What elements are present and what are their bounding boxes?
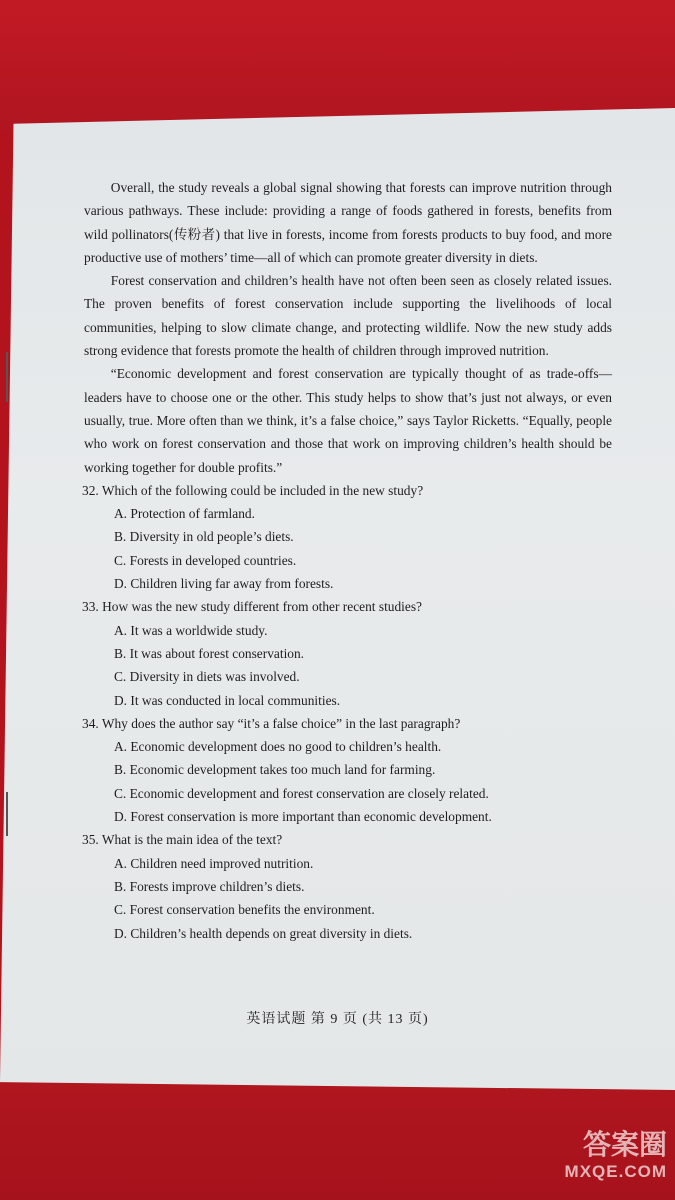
answer-option-b: B. Forests improve children’s diets.: [114, 878, 305, 894]
passage-paragraph: Overall, the study reveals a global signal showing that forests can improve nutrition through various pathways. These include: providing a range of foods gathered in forests, benefits from wild pollinators(传粉者) that live in forests, income from forests products to buy food, and more productive use of mothers’ time—all of which can promote greater diversity in diets.: [84, 180, 612, 265]
answer-option-c: C. Forest conservation benefits the environment.: [114, 902, 375, 918]
answer-option-d: D. Forest conservation is more important than economic development.: [114, 809, 492, 825]
answer-option-d: D. It was conducted in local communities.: [114, 692, 341, 708]
page-footer: 英语试题 第 9 页 (共 13 页): [246, 1012, 429, 1027]
question-35: [84, 828, 612, 944]
answer-option-c: C. Economic development and forest conservation are closely related.: [114, 785, 489, 801]
answer-option-b: B. It was about forest conservation.: [114, 645, 305, 661]
question-stem: 34. Why does the author say “it’s a false choice” in the last paragraph?: [82, 715, 461, 731]
passage-paragraph: “Economic development and forest conservation are typically thought of as trade-offs—leaders have to choose one or the other. This study helps to show that’s just not always, or even usually, true. More often than we think, it’s a false choice,” says Taylor Ricketts. “Equally, people who work on forest conservation and those that work on improving children’s health should be working together for double profits.”: [84, 366, 612, 475]
passage-paragraph: Forest conservation and children’s health have not often been seen as closely related issues. The proven benefits of forest conservation include supporting the livelihoods of local communities, helping to slow climate change, and protecting wildlife. Now the new study adds strong evidence that forests promote the health of children through improved nutrition.: [84, 273, 612, 359]
answer-option-d: D. Children living far away from forests.: [114, 576, 334, 592]
binding-mark: [6, 352, 8, 402]
question-stem: 33. How was the new study different from other recent studies?: [82, 599, 423, 615]
question-32: [84, 479, 612, 595]
binding-mark: [6, 792, 8, 836]
question-33: [84, 595, 612, 711]
answer-option-c: C. Diversity in diets was involved.: [114, 669, 300, 685]
answer-option-c: C. Forests in developed countries.: [114, 552, 297, 568]
answer-option-a: A. Protection of farmland.: [114, 506, 255, 522]
watermark-url: MXQE.COM: [564, 1162, 667, 1181]
answer-option-b: B. Diversity in old people’s diets.: [114, 529, 294, 545]
answer-option-b: B. Economic development takes too much land for farming.: [114, 762, 436, 778]
passage-and-questions: [84, 176, 612, 945]
question-34: [84, 712, 612, 828]
question-stem: 35. What is the main idea of the text?: [82, 832, 283, 848]
question-stem: 32. Which of the following could be included in the new study?: [82, 482, 424, 498]
site-watermark: [537, 1128, 667, 1182]
watermark-logo: 答案圈: [582, 1129, 667, 1160]
answer-option-a: A. It was a worldwide study.: [114, 622, 268, 638]
answer-option-a: A. Children need improved nutrition.: [114, 855, 314, 871]
answer-option-a: A. Economic development does no good to children’s health.: [114, 739, 442, 755]
answer-option-d: D. Children’s health depends on great diversity in diets.: [114, 925, 413, 941]
